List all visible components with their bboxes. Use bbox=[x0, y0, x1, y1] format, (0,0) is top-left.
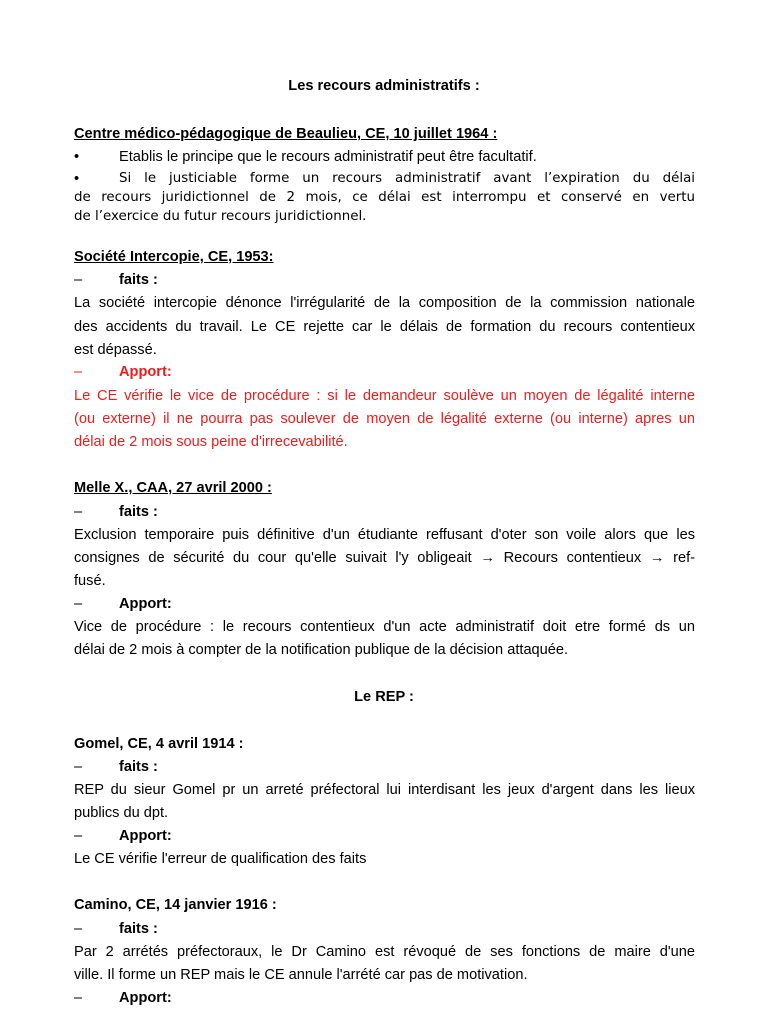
faits-text: ville. Il forme un REP mais le CE annule l'arrété car pas de motivation. bbox=[74, 967, 528, 983]
section-title-rep: Le REP : bbox=[354, 689, 414, 705]
apport-text: délai de 2 mois à compter de la notification publique de la décision attaquée. bbox=[74, 642, 569, 658]
faits-label: faits : bbox=[119, 921, 158, 937]
apport-label: Apport: bbox=[119, 828, 172, 844]
dash: – bbox=[74, 272, 83, 288]
apport-text: Vice de procédure : le recours contentieux d'un acte administratif doit etre formé ds un bbox=[74, 619, 695, 635]
dash: – bbox=[74, 364, 83, 380]
faits-text: consignes de sécurité du cour qu'elle suivait l'y obligeait → Recours contentieux → ref- bbox=[74, 550, 695, 566]
bullet-text: de l’exercice du futur recours juridictionnel. bbox=[74, 209, 367, 224]
apport-text: Le CE vérifie l'erreur de qualification des faits bbox=[74, 851, 367, 867]
case-heading-intercopie: Société Intercopie, CE, 1953: bbox=[74, 249, 274, 265]
faits-text: Par 2 arrétés préfectoraux, le Dr Camino est révoqué de ses fonctions de maire d'une bbox=[74, 944, 695, 960]
section-title-recours: Les recours administratifs : bbox=[288, 78, 480, 94]
faits-text: des accidents du travail. Le CE rejette car le délais de formation du recours contentieux bbox=[74, 319, 695, 335]
apport-label: Apport: bbox=[119, 364, 172, 380]
bullet: • bbox=[74, 171, 80, 187]
case-heading-beaulieu: Centre médico-pédagogique de Beaulieu, CE, 10 juillet 1964 : bbox=[74, 126, 498, 142]
case-heading-camino: Camino, CE, 14 janvier 1916 : bbox=[74, 897, 277, 913]
dash: – bbox=[74, 504, 83, 520]
apport-text: délai de 2 mois sous peine d'irrecevabilité. bbox=[74, 434, 348, 450]
faits-text: fusé. bbox=[74, 573, 106, 589]
dash: – bbox=[74, 828, 83, 844]
faits-text: REP du sieur Gomel pr un arreté préfectoral lui interdisant les jeux d'argent dans les lieux bbox=[74, 782, 695, 798]
faits-text: La société intercopie dénonce l'irrégularité de la composition de la commission nationale bbox=[74, 295, 695, 311]
dash: – bbox=[74, 921, 83, 937]
faits-text: est dépassé. bbox=[74, 342, 157, 358]
bullet-text: Si le justiciable forme un recours administratif avant l’expiration du délai bbox=[119, 171, 695, 186]
faits-label: faits : bbox=[119, 504, 158, 520]
bullet-text: de recours juridictionnel de 2 mois, ce délai est interrompu et conservé en vertu bbox=[74, 190, 695, 205]
dash: – bbox=[74, 759, 83, 775]
apport-text: (ou externe) il ne pourra pas soulever de moyen de légalité externe (ou interne) apres un bbox=[74, 411, 695, 427]
faits-text: Exclusion temporaire puis définitive d'un étudiante reffusant d'oter son voile alors que les bbox=[74, 527, 695, 543]
faits-label: faits : bbox=[119, 759, 158, 775]
apport-label: Apport: bbox=[119, 596, 172, 612]
bullet-text: Etablis le principe que le recours administratif peut être facultatif. bbox=[119, 149, 537, 165]
dash: – bbox=[74, 990, 83, 1006]
faits-text: publics du dpt. bbox=[74, 805, 169, 821]
dash: – bbox=[74, 596, 83, 612]
bullet: • bbox=[74, 149, 80, 165]
apport-label: Apport: bbox=[119, 990, 172, 1006]
case-heading-melle: Melle X., CAA, 27 avril 2000 : bbox=[74, 480, 272, 496]
case-heading-gomel: Gomel, CE, 4 avril 1914 : bbox=[74, 736, 244, 752]
faits-label: faits : bbox=[119, 272, 158, 288]
apport-text: Le CE vérifie le vice de procédure : si le demandeur soulève un moyen de légalité interne bbox=[74, 388, 695, 404]
